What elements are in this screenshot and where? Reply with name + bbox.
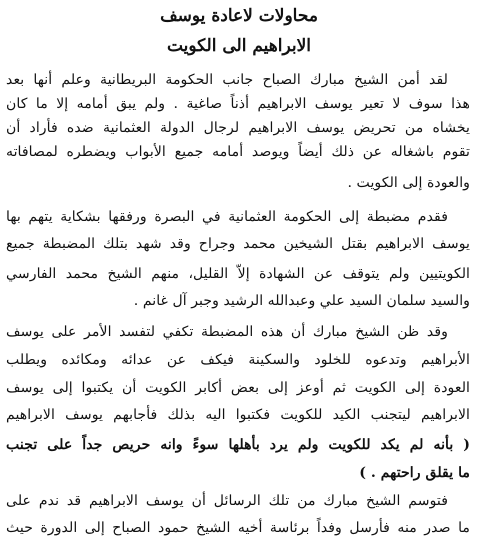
paragraph-3-line-4: الابراهيم ليتجنب الكيد للكويت فكتبوا اليه بذلك فأجابهم يوسف الابراهيم — [6, 407, 470, 423]
page-subtitle: الابراهيم الى الكويت — [166, 36, 312, 56]
paragraph-2-line-4: والسيد سلمان السيد علي وعبدالله الرشيد وجبر آل غانم . — [133, 293, 470, 309]
paragraph-4-line-2: ما صدر منه فأرسل وفداً برئاسة أخيه الشيخ حمود الصباح إلى الدورة حيث — [6, 520, 470, 536]
paragraph-3-line-5: ( بأنه لم يكد للكويت ولم يرد بأهلها سوءً وانه حريص جداً على تجنب — [6, 437, 470, 453]
paragraph-1-line-1: لقد أمن الشيخ مبارك الصباح جانب الحكومة البريطانية وعلم أنها بعد — [6, 72, 448, 88]
paragraph-3-line-2: الأبراهيم وتدعوه للخلود والسكينة فيكف عن عدائه ومكائده ويطلب — [6, 352, 470, 368]
paragraph-2-line-1: فقدم مضبطة إلى الحكومة العثمانية في البصرة ورفقها بشكاية يتهم بها — [6, 209, 448, 225]
paragraph-3-line-3: العودة إلى الكويت ثم أوعز إلى بعض أكابر الكويت أن يكتبوا إلى يوسف — [6, 380, 470, 396]
paragraph-1-line-2: هذا سوف لا تعير يوسف الابراهيم أذناً صاغية . ولم يبق أمامه إلا ما كان — [6, 96, 470, 112]
paragraph-3-line-6: ما يقلق راحتهم . ) — [359, 465, 470, 481]
paragraph-4-line-1: فتوسم الشيخ مبارك من تلك الرسائل أن يوسف الابراهيم قد ندم على — [6, 493, 448, 509]
paragraph-2-line-3: الكويتيين ولم يتوقف عن الشهادة إلاّ القليل، منهم الشيخ محمد الفارسي — [6, 266, 470, 282]
paragraph-3-line-1: وقد ظن الشيخ مبارك أن هذه المضبطة تكفي لتفسد الأمر على يوسف — [6, 324, 448, 340]
page-title: محاولات لاعادة يوسف — [160, 6, 318, 26]
paragraph-2-line-2: يوسف الابراهيم بقتل الشيخين محمد وجراح وقد شهد بتلك المضبطة جميع — [6, 236, 470, 252]
paragraph-1-line-3: يخشاه من تحريض يوسف الابراهيم لرجال الدولة العثمانية ضده فأراد أن — [6, 120, 470, 136]
paragraph-1-line-4: تقوم باشغاله عن ذلك أيضاً ويوصد أمامه جميع الأبواب ويضطره لمصافاته — [6, 144, 470, 160]
paragraph-1-line-5: والعودة إلى الكويت . — [347, 175, 470, 191]
